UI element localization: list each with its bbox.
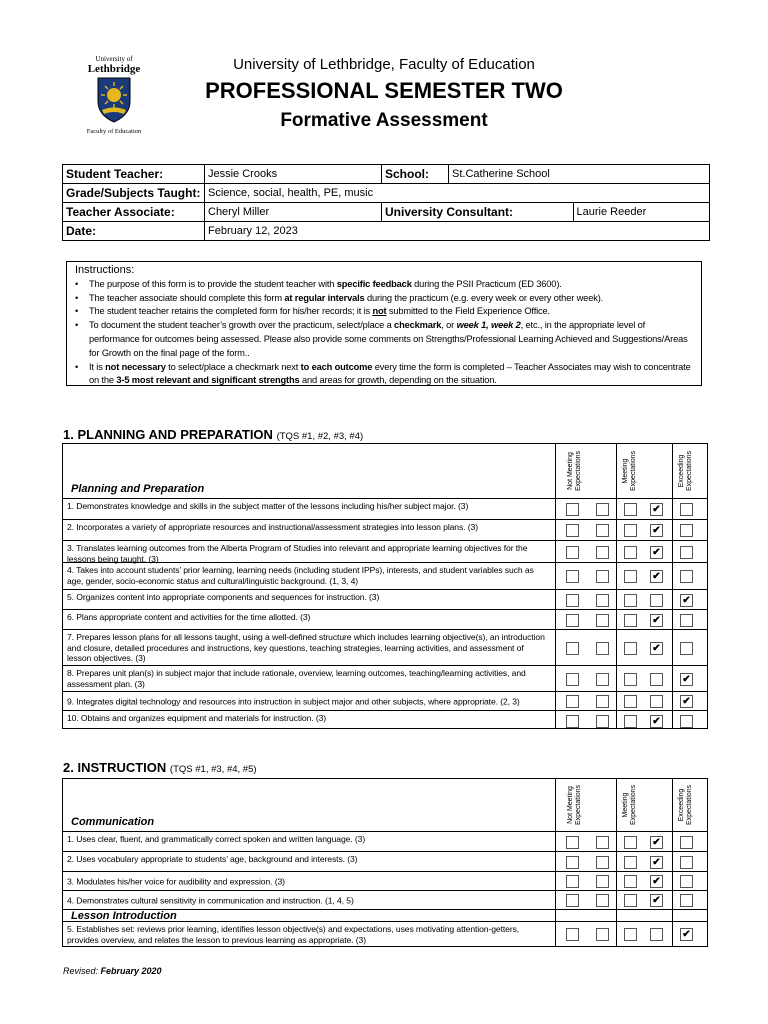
rating-checkbox[interactable] [596, 570, 609, 583]
criterion-text: 6. Plans appropriate content and activities for the time allotted. (3) [67, 612, 311, 622]
checkmark-icon: ✔ [652, 504, 661, 515]
instruction-text: and areas for growth, depending on the situation. [299, 375, 497, 386]
rating-checkbox-checked[interactable] [650, 642, 663, 655]
date-label: Date: [63, 222, 205, 241]
checkmark-icon: ✔ [682, 673, 691, 685]
rating-checkbox[interactable] [624, 875, 637, 888]
instruction-item [85, 305, 697, 319]
rating-checkbox[interactable] [596, 695, 609, 708]
rating-checkbox[interactable] [624, 570, 637, 583]
logo-line3: Faculty of Education [86, 128, 142, 135]
criterion-row [63, 629, 707, 666]
section-subheading: Planning and Preparation [71, 483, 205, 495]
instruction-emphasis: specific feedback [336, 278, 412, 289]
rating-checkbox[interactable] [680, 524, 693, 537]
page-subtitle: Formative Assessment [280, 110, 488, 131]
checkmark-icon: ✔ [652, 715, 661, 727]
instruction-emphasis: checkmark [394, 320, 442, 331]
criterion-row [63, 710, 707, 731]
criterion-text: 7. Prepares lesson plans for all lessons taught, using a well-defined structure which includes learning objective(s), an introduction and closure, detailed procedures and instructions, key questions, teaching strategies, learning activities, and assessment of lesson objectives. (3) [67, 632, 545, 664]
rating-checkbox[interactable] [566, 715, 579, 728]
rating-checkbox[interactable] [596, 715, 609, 728]
page-title: PROFESSIONAL SEMESTER TWO [205, 78, 563, 103]
rating-checkbox[interactable] [566, 642, 579, 655]
rating-checkbox[interactable] [566, 894, 579, 907]
rating-checkbox[interactable] [566, 503, 579, 516]
column-header-meeting: Meeting Expectations [622, 784, 637, 826]
criterion-text: 3. Modulates his/her voice for audibility and expression. (3) [67, 876, 285, 887]
column-header-not-meeting: Not Meeting Expectations [567, 784, 582, 826]
criterion-text: 8. Prepares unit plan(s) in subject major that include rationale, overview, learning outcomes, teaching/learning activities, and assessment plan. (3) [67, 668, 526, 689]
instruction-text: to select/place a checkmark next [165, 361, 301, 372]
rating-checkbox[interactable] [596, 856, 609, 869]
instruction-item [85, 278, 697, 292]
section1-grid [62, 443, 708, 729]
criterion-text: 4. Takes into account students’ prior learning, learning needs (including student IPPs), interests, and student variables such as age, gender, socio-economic status and cultural/linguistic background. (1, 3, 4) [67, 565, 534, 586]
section1-title-text: 1. PLANNING AND PREPARATION [63, 427, 273, 442]
criterion-text: 5. Establishes set: reviews prior learning, identifies lesson objective(s) and expectations, uses motivating attention-getters, provides overview, and relates the lesson to previous learning as appropriate. (3) [67, 924, 520, 945]
rating-checkbox[interactable] [624, 715, 637, 728]
instruction-text: It is [89, 361, 106, 372]
rating-checkbox[interactable] [650, 695, 663, 708]
rating-checkbox[interactable] [650, 928, 663, 941]
criterion-text: 3. Translates learning outcomes from the Alberta Program of Studies into relevant and appropriate learning objectives for the lessons being taught. (3) [67, 543, 528, 564]
section2-tqs: (TQS #1, #3, #4, #5) [169, 764, 257, 775]
instruction-emphasis: at regular intervals [284, 292, 365, 303]
rating-checkbox[interactable] [624, 695, 637, 708]
criterion-row [63, 691, 707, 711]
rating-checkbox[interactable] [650, 594, 663, 607]
instructions-box [66, 261, 702, 386]
rating-checkbox-checked[interactable] [650, 875, 663, 888]
school-value: St.Catherine School [449, 165, 710, 184]
instruction-emphasis: not [372, 306, 387, 317]
revised-date: February 2020 [100, 966, 162, 976]
rating-checkbox-checked[interactable] [680, 695, 693, 708]
checkmark-icon: ✔ [682, 696, 691, 707]
university-consultant-value: Laurie Reeder [573, 203, 709, 222]
criterion-row [63, 609, 707, 630]
instruction-emphasis: to each outcome [300, 361, 373, 372]
column-header-not-meeting: Not Meeting Expectations [567, 450, 582, 492]
checkmark-icon: ✔ [652, 525, 661, 536]
column-header-meeting: Meeting Expectations [622, 450, 637, 492]
rating-checkbox[interactable] [680, 570, 693, 583]
criterion-row [63, 921, 707, 947]
school-label: School: [382, 165, 449, 184]
instruction-text: submitted to the Field Experience Office. [386, 306, 550, 317]
rating-checkbox[interactable] [596, 524, 609, 537]
rating-checkbox-checked[interactable] [650, 614, 663, 627]
rating-checkbox[interactable] [624, 894, 637, 907]
instructions-title: Instructions: [75, 264, 135, 276]
checkmark-icon: ✔ [652, 836, 661, 848]
instruction-item [85, 361, 697, 389]
rating-checkbox[interactable] [650, 673, 663, 686]
teacher-associate-label: Teacher Associate: [63, 203, 205, 222]
rating-checkbox[interactable] [624, 928, 637, 941]
criterion-row [63, 665, 707, 692]
criterion-row [63, 890, 707, 910]
instruction-text: , or [441, 320, 457, 331]
criterion-text: 4. Demonstrates cultural sensitivity in communication and instruction. (1, 4, 5) [67, 895, 354, 906]
checkmark-icon: ✔ [652, 856, 661, 868]
rating-checkbox[interactable] [680, 894, 693, 907]
instruction-emphasis: not necessary [105, 361, 166, 372]
grade-label: Grade/Subjects Taught: [63, 184, 205, 203]
rating-checkbox[interactable] [680, 836, 693, 849]
rating-checkbox[interactable] [680, 875, 693, 888]
criterion-row [63, 540, 707, 563]
criterion-row [63, 498, 707, 520]
rating-checkbox[interactable] [596, 503, 609, 516]
checkmark-icon: ✔ [682, 929, 691, 940]
criterion-text: 9. Integrates digital technology and resources into instruction in subject major and other subjects, where appropriate. (2, 3) [67, 696, 520, 707]
instruction-text: To document the student teacher’s growth over the practicum, select/place a [89, 320, 395, 331]
criterion-row [63, 589, 707, 610]
rating-checkbox[interactable] [680, 503, 693, 516]
instruction-text: The student teacher retains the completed form for his/her records; it is [89, 306, 373, 317]
rating-checkbox[interactable] [596, 673, 609, 686]
rating-checkbox[interactable] [624, 673, 637, 686]
criterion-row [63, 831, 707, 852]
checkmark-icon: ✔ [652, 571, 661, 582]
rating-checkbox[interactable] [680, 614, 693, 627]
criterion-row [63, 519, 707, 541]
checkmark-icon: ✔ [652, 614, 661, 626]
rating-checkbox[interactable] [596, 928, 609, 941]
rating-checkbox[interactable] [624, 503, 637, 516]
checkmark-icon: ✔ [652, 642, 661, 654]
section-subheading: Communication [71, 816, 155, 828]
criterion-row [63, 562, 707, 590]
rating-checkbox[interactable] [566, 546, 579, 559]
logo-line2: Lethbridge [87, 63, 141, 75]
rating-checkbox-checked[interactable] [680, 594, 693, 607]
column-header-exceeding: Exceeding Expectations [678, 450, 693, 492]
instruction-text: The purpose of this form is to provide the student teacher with [89, 278, 337, 289]
checkmark-icon: ✔ [652, 546, 661, 558]
instruction-text: , etc., in the appropriate level of performance for outcomes being assessed. Please also provide some comments on Strengths/Professional Learning Achieved and Suggestions/Areas for Growth on the final page of the form.. [89, 320, 688, 358]
rating-checkbox[interactable] [596, 642, 609, 655]
grade-value: Science, social, health, PE, music [205, 184, 710, 203]
student-teacher-value: Jessie Crooks [205, 165, 382, 184]
rating-checkbox[interactable] [566, 836, 579, 849]
rating-checkbox-checked[interactable] [650, 546, 663, 559]
instruction-emphasis: 3-5 most relevant and significant strengths [116, 375, 300, 386]
revised-label: Revised: [63, 966, 99, 976]
section1-tqs: (TQS #1, #2, #3, #4) [276, 431, 364, 442]
teacher-associate-value: Cheryl Miller [205, 203, 382, 222]
section2-title [63, 760, 257, 775]
rating-checkbox[interactable] [624, 614, 637, 627]
section2-grid [62, 778, 708, 947]
instruction-text: during the PSII Practicum (ED 3600). [411, 278, 562, 289]
rating-checkbox[interactable] [680, 642, 693, 655]
rating-checkbox[interactable] [624, 856, 637, 869]
rating-checkbox[interactable] [596, 875, 609, 888]
rating-checkbox-checked[interactable] [680, 928, 693, 941]
criterion-text: 1. Uses clear, fluent, and grammatically correct spoken and written language. (3) [67, 834, 366, 844]
rating-checkbox-checked[interactable] [650, 836, 663, 849]
instructions-list [71, 278, 697, 388]
rating-checkbox[interactable] [624, 642, 637, 655]
checkmark-icon: ✔ [652, 876, 661, 887]
rating-checkbox-checked[interactable] [650, 524, 663, 537]
criterion-text: 2. Incorporates a variety of appropriate resources and instructional/assessment strategies into lesson plans. (3) [67, 522, 478, 532]
rating-checkbox-checked[interactable] [680, 673, 693, 686]
rating-checkbox[interactable] [596, 894, 609, 907]
rating-checkbox[interactable] [624, 836, 637, 849]
rating-checkbox-checked[interactable] [650, 715, 663, 728]
criterion-text: 5. Organizes content into appropriate components and sequences for instruction. (3) [67, 592, 380, 602]
section1-title [63, 427, 363, 442]
section-subheading-2: Lesson Introduction [71, 910, 177, 922]
rating-checkbox[interactable] [566, 875, 579, 888]
rating-checkbox-checked[interactable] [650, 894, 663, 907]
section2-title-text: 2. INSTRUCTION [63, 760, 167, 775]
criterion-text: 10. Obtains and organizes equipment and materials for instruction. (3) [67, 713, 327, 723]
logo-line1: University of [95, 55, 133, 63]
criterion-row [63, 871, 707, 891]
rating-checkbox[interactable] [596, 546, 609, 559]
rating-checkbox[interactable] [624, 594, 637, 607]
info-table [62, 164, 710, 241]
rating-checkbox[interactable] [566, 524, 579, 537]
rating-checkbox[interactable] [624, 546, 637, 559]
checkmark-icon: ✔ [652, 895, 661, 906]
criterion-row [63, 851, 707, 872]
column-header-exceeding: Exceeding Expectations [678, 784, 693, 826]
revised-note [63, 966, 162, 976]
rating-checkbox[interactable] [624, 524, 637, 537]
rating-checkbox-checked[interactable] [650, 503, 663, 516]
rating-checkbox[interactable] [680, 856, 693, 869]
instruction-text: during the practicum (e.g. every week or every other week). [364, 292, 604, 303]
rating-checkbox[interactable] [566, 928, 579, 941]
rating-checkbox[interactable] [566, 695, 579, 708]
rating-checkbox[interactable] [566, 614, 579, 627]
rating-checkbox[interactable] [596, 614, 609, 627]
rating-checkbox-checked[interactable] [650, 570, 663, 583]
university-consultant-label: University Consultant: [382, 203, 574, 222]
criterion-text: 1. Demonstrates knowledge and skills in the subject matter of the lessons including his/her subject major. (3) [67, 501, 469, 511]
rating-checkbox[interactable] [680, 715, 693, 728]
rating-checkbox[interactable] [680, 546, 693, 559]
rating-checkbox[interactable] [566, 570, 579, 583]
criterion-text: 2. Uses vocabulary appropriate to students’ age, background and interests. (3) [67, 854, 358, 864]
rating-checkbox[interactable] [566, 594, 579, 607]
instruction-item [85, 292, 697, 306]
instruction-text: The teacher associate should complete this form [89, 292, 285, 303]
student-teacher-label: Student Teacher: [63, 165, 205, 184]
date-value: February 12, 2023 [205, 222, 710, 241]
institution-name: University of Lethbridge, Faculty of Education [233, 56, 535, 73]
instruction-item [85, 319, 697, 360]
instruction-emphasis: week 1, week 2 [456, 320, 521, 331]
rating-checkbox[interactable] [566, 673, 579, 686]
instruction-text: every time the form is completed – Teacher Associates may wish to concentrate on the [89, 361, 691, 386]
checkmark-icon: ✔ [682, 594, 691, 606]
rating-checkbox[interactable] [566, 856, 579, 869]
rating-checkbox[interactable] [596, 594, 609, 607]
rating-checkbox-checked[interactable] [650, 856, 663, 869]
rating-checkbox[interactable] [596, 836, 609, 849]
